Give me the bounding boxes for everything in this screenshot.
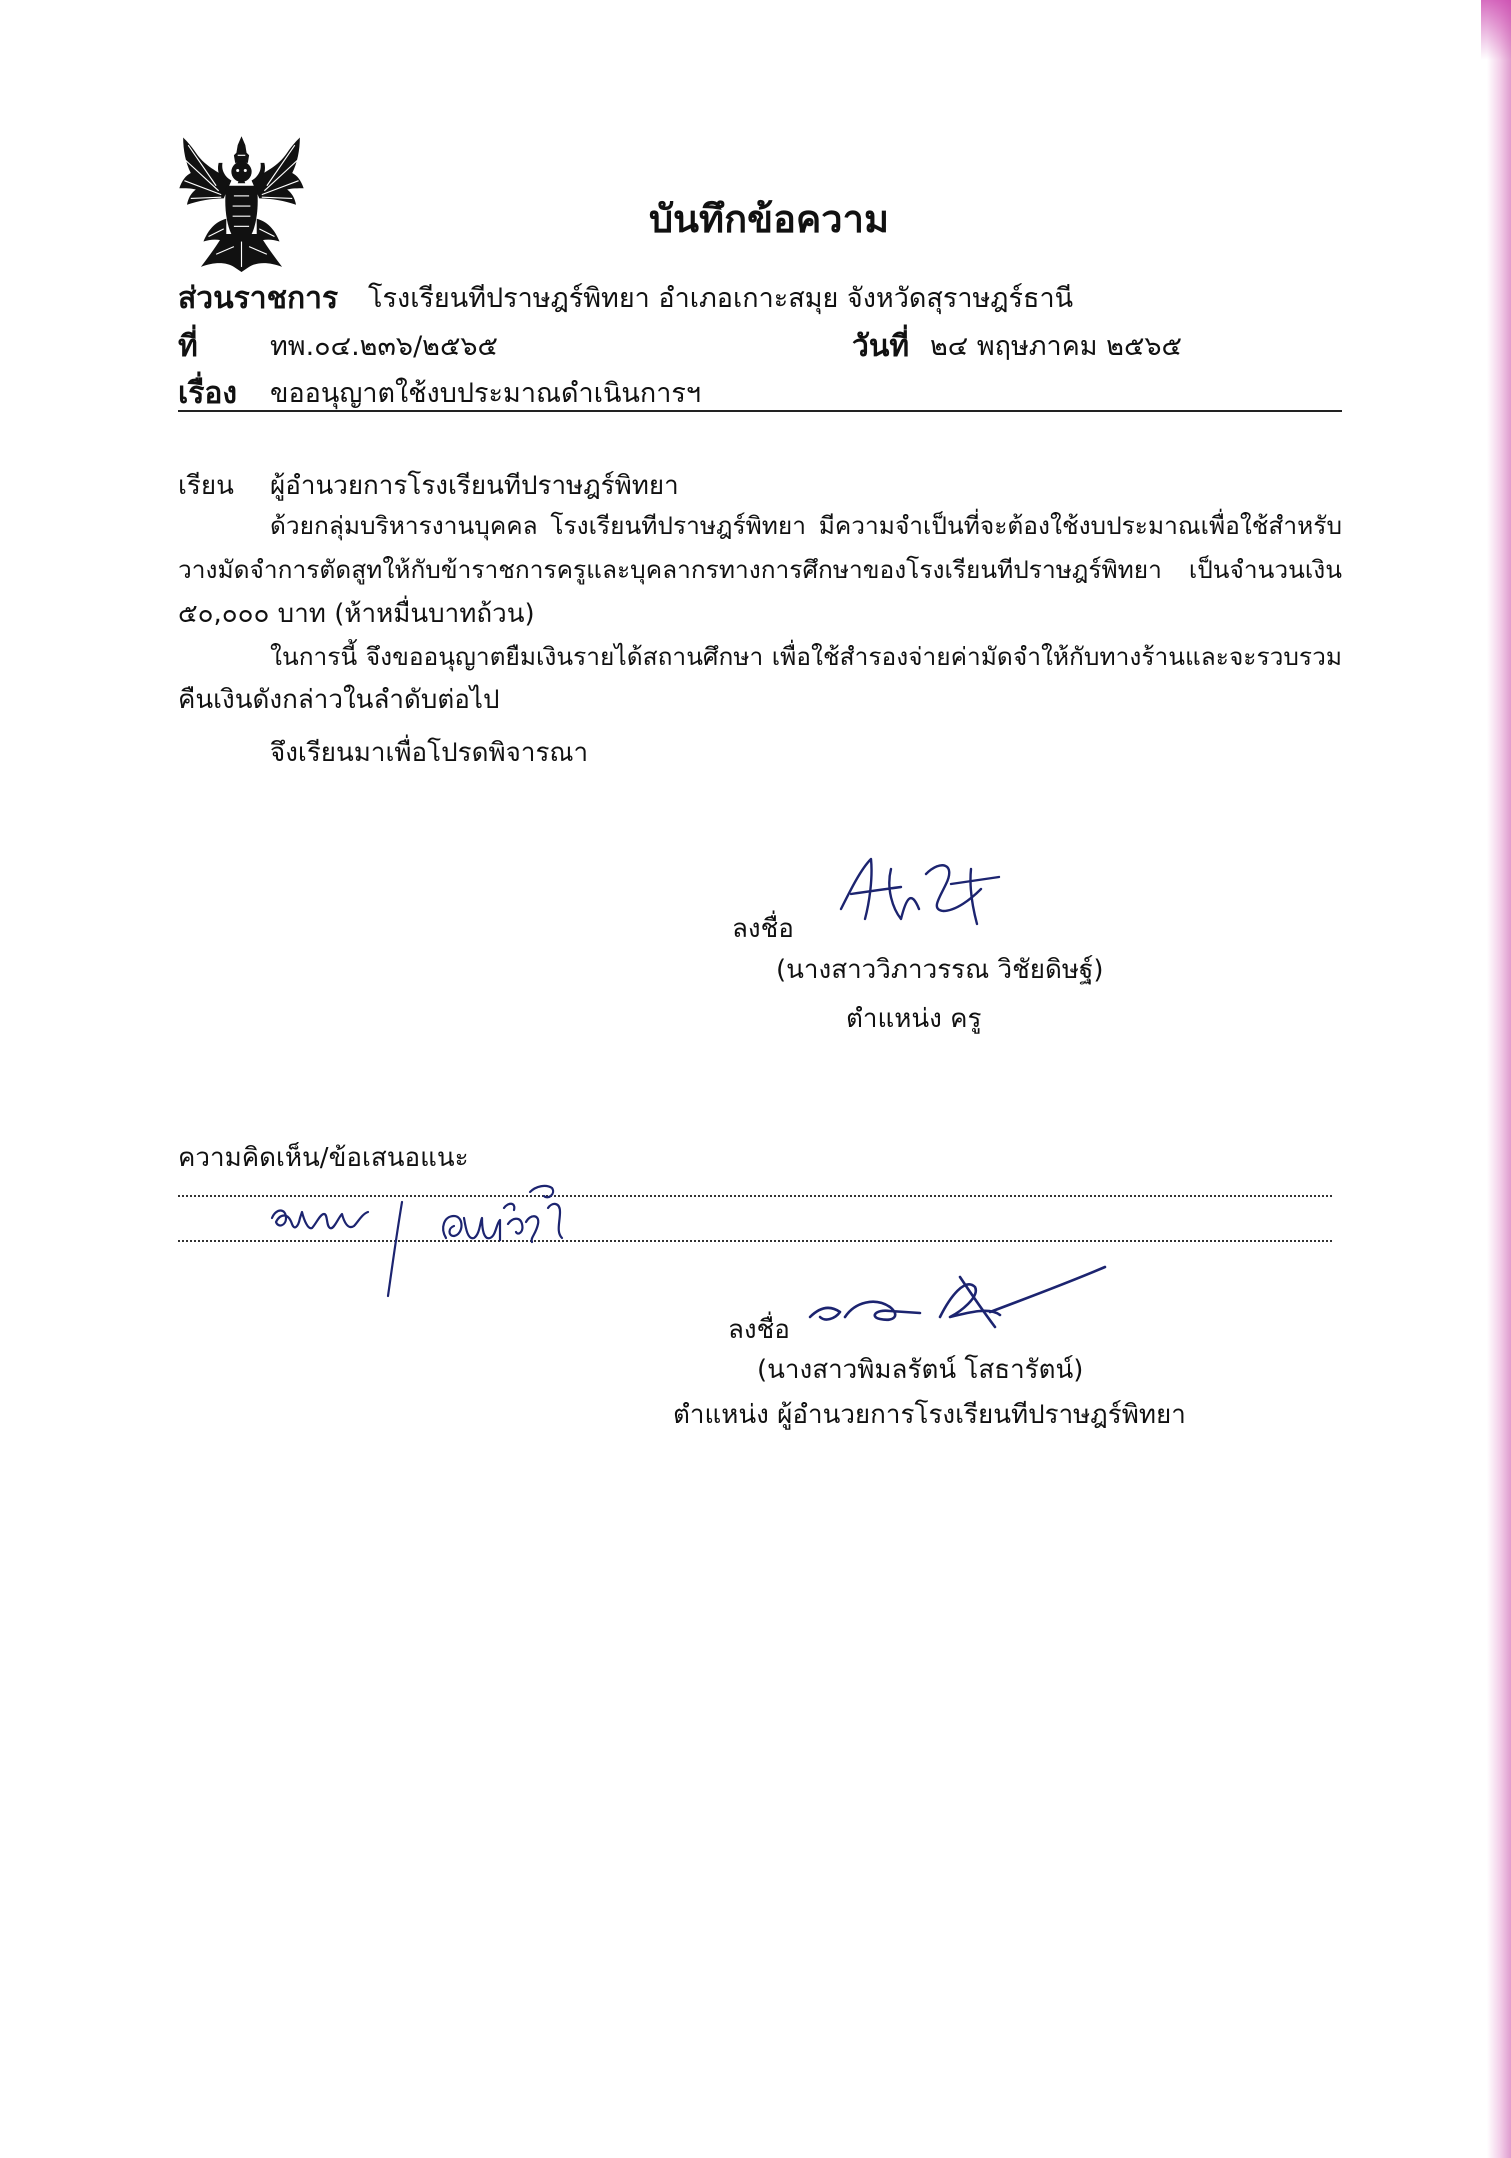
handwritten-comment [268, 1178, 570, 1300]
reference-number: ทพ.๐๔.๒๓๖/๒๕๖๕ [270, 331, 498, 362]
subject-label: เรื่อง [178, 376, 238, 411]
requester-position: ตำแหน่ง ครู [846, 1004, 982, 1034]
reference-label: ที่ [178, 329, 198, 364]
salutation-label: เรียน [178, 471, 234, 501]
date-label: วันที่ [852, 329, 910, 364]
department-value: โรงเรียนทีปราษฎร์พิทยา อำเภอเกาะสมุย จังหวัดสุราษฎร์ธานี [368, 283, 1074, 314]
salutation-value: ผู้อำนวยการโรงเรียนทีปราษฎร์พิทยา [270, 471, 679, 501]
paragraph-2-line-1: ในการนี้ จึงขออนุญาตยืมเงินรายได้สถานศึกษา เพื่อใช้สำรองจ่ายค่ามัดจำให้กับทางร้านและจะรวบรวม [270, 642, 1342, 671]
director-name: (นางสาวพิมลรัตน์ โสธารัตน์) [757, 1355, 1084, 1385]
paragraph-1-line-2: วางมัดจำการตัดสูทให้กับข้าราชการครูและบุคลากรทางการศึกษาของโรงเรียนทีปราษฎร์พิทยา เป็นจำนวนเงิน [178, 555, 1342, 584]
department-label: ส่วนราชการ [178, 281, 339, 316]
paragraph-1-line-1: ด้วยกลุ่มบริหารงานบุคคล โรงเรียนทีปราษฎร์พิทยา มีความจำเป็นที่จะต้องใช้งบประมาณเพื่อใช้สำหรับ [270, 511, 1342, 540]
comment-label: ความคิดเห็น/ข้อเสนอแนะ [178, 1143, 469, 1173]
requester-signature [831, 849, 1003, 937]
header-divider [178, 410, 1342, 412]
paragraph-1-line-3: ๕๐,๐๐๐ บาท (ห้าหมื่นบาทถ้วน) [178, 599, 535, 629]
date-value: ๒๔ พฤษภาคม ๒๕๖๕ [930, 331, 1182, 362]
subject-value: ขออนุญาตใช้งบประมาณดำเนินการฯ [270, 378, 702, 409]
garuda-emblem-icon [178, 135, 305, 272]
paragraph-2-line-2: คืนเงินดังกล่าวในลำดับต่อไป [178, 685, 500, 715]
director-sign-label: ลงชื่อ [728, 1315, 790, 1345]
director-signature [800, 1257, 1110, 1347]
requester-sign-label: ลงชื่อ [732, 914, 794, 944]
requester-name: (นางสาววิภาวรรณ วิชัยดิษฐ์) [776, 955, 1104, 985]
page-title: บันทึกข้อความ [648, 197, 890, 241]
scan-edge [1487, 0, 1511, 2158]
director-position: ตำแหน่ง ผู้อำนวยการโรงเรียนทีปราษฎร์พิทยา [673, 1400, 1186, 1430]
closing-line: จึงเรียนมาเพื่อโปรดพิจารณา [270, 738, 589, 768]
scan-corner [1481, 0, 1511, 60]
